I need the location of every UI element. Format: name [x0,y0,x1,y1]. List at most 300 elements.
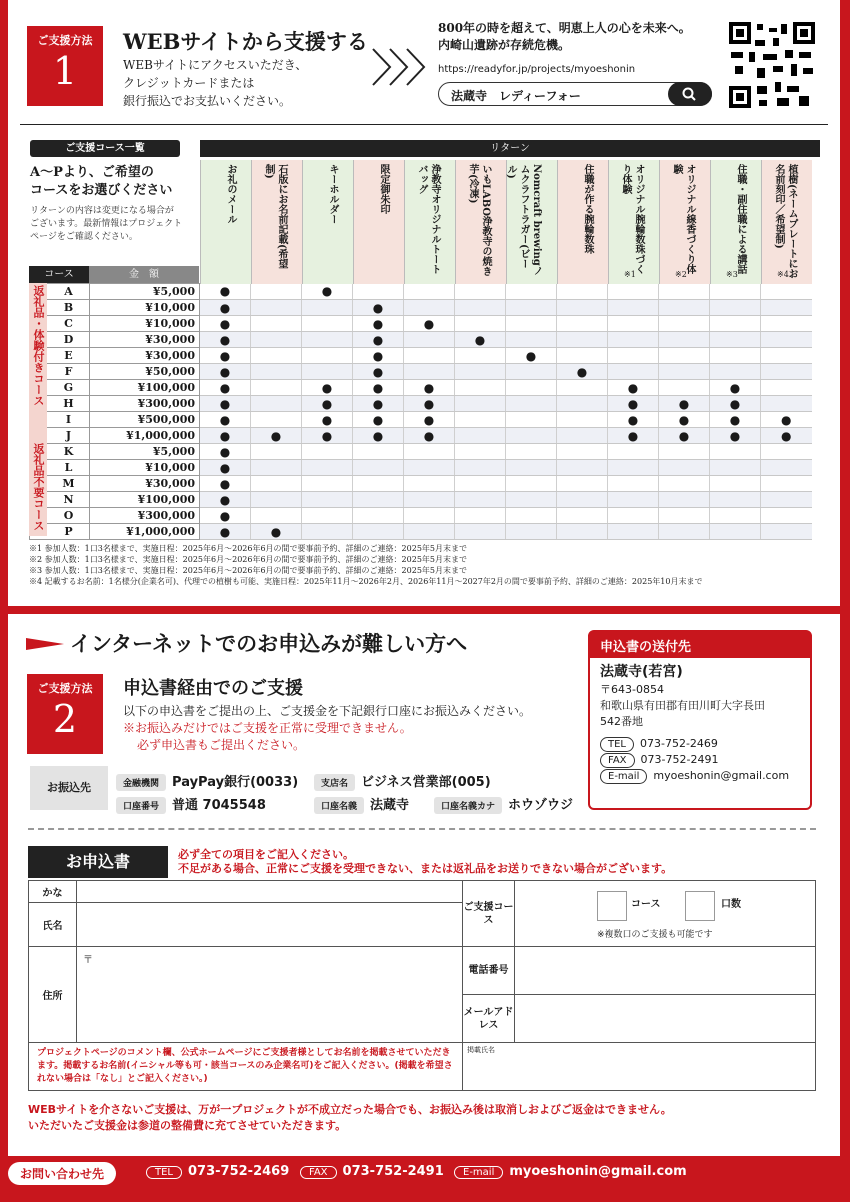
course-note: リターンの内容は変更になる場合が ございます。最新情報はプロジェクト ページをご確認ください。 [30,206,183,242]
course-price: ¥500,000 [90,412,200,428]
empty-cell [659,460,710,476]
included-dot: ● [200,396,251,412]
table-row[interactable] [30,380,812,396]
empty-cell [608,444,659,460]
empty-cell [251,444,302,460]
empty-cell [302,492,353,508]
empty-cell [710,444,761,460]
empty-cell [455,476,506,492]
empty-cell [455,508,506,524]
refund-note: WEBサイトを介さないご支援は、万が一プロジェクトが不成立だった場合でも、お振込み後は取消しおよびご返金はできません。 いただいたご支援金は参道の整備費に充てさせていただきます。 [28,1103,672,1132]
included-dot: ● [710,380,761,396]
course-letter: O [30,508,90,524]
included-dot: ● [353,380,404,396]
empty-cell [761,316,812,332]
empty-cell [455,348,506,364]
arrow-right-icon [26,636,66,652]
included-dot: ● [200,492,251,508]
empty-cell [404,492,455,508]
course-price: ¥1,000,000 [90,524,200,540]
included-dot: ● [353,316,404,332]
included-dot: ● [608,428,659,444]
included-dot: ● [404,412,455,428]
empty-cell [761,492,812,508]
mail-label: メールアドレス [463,995,515,1043]
empty-cell [710,284,761,300]
table-row[interactable] [30,412,812,428]
return-column-header: 限定御朱印 [353,160,404,284]
course-price: ¥10,000 [90,316,200,332]
empty-cell [251,316,302,332]
empty-cell [608,492,659,508]
course-letter: A [30,284,90,300]
footnote: ※1 参加人数：1口3名様まで、実施日程：2025年6月〜2026年6月の間で要事前予約、詳細のご連絡：2025年5月末まで [29,544,467,553]
return-column-header: 石版にお名前記載(希望制) [251,160,302,284]
empty-cell [710,460,761,476]
course-letter: G [30,380,90,396]
empty-cell [251,460,302,476]
empty-cell [353,524,404,540]
empty-cell [506,380,557,396]
table-row[interactable] [30,284,812,300]
empty-cell [659,444,710,460]
included-dot: ● [710,412,761,428]
empty-cell [506,364,557,380]
empty-cell [455,316,506,332]
empty-cell [761,396,812,412]
empty-cell [455,300,506,316]
empty-cell [404,364,455,380]
included-dot: ● [200,444,251,460]
qr-code[interactable] [729,22,815,108]
empty-cell [761,444,812,460]
course-price: ¥50,000 [90,364,200,380]
empty-cell [659,284,710,300]
course-price: ¥10,000 [90,460,200,476]
send-to-name: 法蔵寺(若宮) [600,664,683,680]
included-dot: ● [200,316,251,332]
empty-cell [761,364,812,380]
empty-cell [506,524,557,540]
web-support-panel [8,0,840,606]
bank-label: お振込先 [30,766,108,810]
course-box[interactable] [597,891,627,921]
included-dot: ● [302,284,353,300]
included-dot: ● [200,508,251,524]
method-2-description: 以下の申込書をご提出の上、ご支援金を下記銀行口座にお振込みください。 ※お振込みだけではご支援を正常に受理できません。 必ず申込書もご提出ください。 [123,704,532,752]
send-to-header: 申込書の送付先 [590,632,810,658]
included-dot: ● [608,396,659,412]
included-dot: ● [353,412,404,428]
empty-cell [455,460,506,476]
mail-field[interactable] [515,995,816,1043]
empty-cell [659,300,710,316]
send-to-address1: 和歌山県有田郡有田川町大字長田 [600,699,765,712]
publish-name-field[interactable]: 掲載氏名 [463,1043,816,1091]
empty-cell [710,332,761,348]
course-letter: I [30,412,90,428]
empty-cell [302,460,353,476]
table-row[interactable] [30,300,812,316]
name-label: 氏名 [29,903,77,947]
empty-cell [557,460,608,476]
empty-cell [251,412,302,428]
method-2-title: 申込書経由でのご支援 [123,678,303,699]
table-row[interactable] [30,492,812,508]
included-dot: ● [200,380,251,396]
table-row[interactable] [30,428,812,444]
course-price: ¥30,000 [90,332,200,348]
included-dot: ● [455,332,506,348]
empty-cell [710,316,761,332]
column-note-mark: ※1 [624,270,636,279]
empty-cell [506,428,557,444]
included-dot: ● [404,428,455,444]
empty-cell [557,300,608,316]
course-price: ¥300,000 [90,396,200,412]
empty-cell [659,524,710,540]
empty-cell [353,284,404,300]
course-price: ¥5,000 [90,444,200,460]
course-letter: H [30,396,90,412]
return-column-header: お礼のメール [200,160,251,284]
course-letter: M [30,476,90,492]
course-letter: K [30,444,90,460]
empty-cell [710,508,761,524]
units-box[interactable] [685,891,715,921]
chevrons-right-icon [370,44,428,90]
return-column-header: 浄教寺オリジナルトートバッグ [404,160,455,284]
price-column-header: 金 額 [89,266,199,283]
course-heading: A〜Pより、ご希望の コースをお選びください [30,165,173,198]
publish-note: プロジェクトページのコメント欄、公式ホームページにご支援者様としてお名前を掲載させていただきます。掲載するお名前(イニシャル等も可・該当コースのみ企業名可)をご記入ください。(掲載を希望されない場合は「なし」とご記入ください。) [29,1043,463,1091]
empty-cell [251,476,302,492]
course-price: ¥5,000 [90,284,200,300]
table-row[interactable] [30,524,812,540]
empty-cell [302,508,353,524]
empty-cell [557,476,608,492]
course-price: ¥10,000 [90,300,200,316]
empty-cell [557,348,608,364]
included-dot: ● [710,428,761,444]
empty-cell [455,428,506,444]
cut-line [28,828,816,830]
empty-cell [251,380,302,396]
empty-cell [404,476,455,492]
included-dot: ● [200,348,251,364]
empty-cell [506,396,557,412]
included-dot: ● [353,364,404,380]
project-url[interactable]: https://readyfor.jp/projects/myoeshonin [438,64,636,75]
empty-cell [455,524,506,540]
course-column-header: コース [29,266,89,283]
empty-cell [710,348,761,364]
empty-cell [353,476,404,492]
empty-cell [761,524,812,540]
empty-cell [557,332,608,348]
empty-cell [455,364,506,380]
send-to-fax: FAX 073-752-2491 [600,752,800,768]
included-dot: ● [659,396,710,412]
included-dot: ● [404,316,455,332]
empty-cell [404,284,455,300]
empty-cell [455,412,506,428]
search-icon [668,82,712,106]
bank-branch: 支店名 ビジネス営業部(005) [314,771,491,791]
empty-cell [608,476,659,492]
contact-bar [0,1160,850,1190]
included-dot: ● [251,428,302,444]
empty-cell [557,492,608,508]
tagline: 800年の時を超えて、明恵上人の心を未来へ。 内崎山遺跡が存続危機。 [438,21,691,52]
returns-header: リターン [200,140,820,157]
empty-cell [302,524,353,540]
included-dot: ● [608,412,659,428]
form-notice: 必ず全ての項目をご記入ください。 不足がある場合、正常にご支援を受理できない、または返礼品をお送りできない場合がございます。 [178,848,673,875]
footnote: ※4 記載するお名前：1名様分(企業名可)、代理での植樹も可能、実施日程：2025年11月〜2026年2月、2026年11月〜2027年2月の間で要事前予約、詳細のご連絡：2025年10月末まで [29,577,703,586]
search-box[interactable] [438,82,712,106]
empty-cell [506,284,557,300]
empty-cell [302,444,353,460]
included-dot: ● [659,412,710,428]
included-dot: ● [761,412,812,428]
course-letter: P [30,524,90,540]
course-letter: N [30,492,90,508]
empty-cell [455,284,506,300]
course-field[interactable]: コース 口数 ※複数口のご支援も可能です [515,881,816,947]
empty-cell [404,524,455,540]
empty-cell [557,508,608,524]
course-price: ¥300,000 [90,508,200,524]
course-letter: C [30,316,90,332]
empty-cell [608,508,659,524]
empty-cell [761,284,812,300]
application-form [28,880,816,1091]
search-button[interactable] [668,82,712,106]
included-dot: ● [506,348,557,364]
included-dot: ● [659,428,710,444]
empty-cell [506,316,557,332]
contact-mail: E-mail myoeshonin@gmail.com [454,1164,687,1179]
empty-cell [404,332,455,348]
return-column-header: Nomcraft brewingノムクラフトラガー(ビール) [506,160,557,284]
included-dot: ● [200,412,251,428]
empty-cell [659,476,710,492]
empty-cell [251,300,302,316]
kana-field[interactable] [77,881,463,903]
account-number: 口座番号 普通 7045548 [116,794,266,814]
empty-cell [455,492,506,508]
included-dot: ● [353,396,404,412]
name-field[interactable] [77,903,463,947]
empty-cell [557,444,608,460]
course-letter: J [30,428,90,444]
empty-cell [557,284,608,300]
empty-cell [506,476,557,492]
empty-cell [710,492,761,508]
column-note-mark: ※4 [777,270,789,279]
empty-cell [506,412,557,428]
table-row[interactable] [30,332,812,348]
included-dot: ● [200,460,251,476]
included-dot: ● [353,428,404,444]
included-dot: ● [761,428,812,444]
table-row[interactable] [30,316,812,332]
included-dot: ● [404,396,455,412]
empty-cell [404,444,455,460]
empty-cell [710,524,761,540]
empty-cell [608,284,659,300]
included-dot: ● [608,380,659,396]
empty-cell [251,508,302,524]
send-to-tel: TEL 073-752-2469 [600,736,800,752]
empty-cell [404,460,455,476]
section-title: インターネットでのお申込みが難しい方へ [70,631,468,656]
empty-cell [557,524,608,540]
send-to-zip: 〒643-0854 [600,683,664,696]
course-letter: D [30,332,90,348]
method-1-badge: ご支援方法 1 [27,26,103,106]
empty-cell [506,508,557,524]
empty-cell [404,348,455,364]
empty-cell [557,396,608,412]
phone-field[interactable] [515,947,816,995]
search-text: 法蔵寺 レディーフォー [451,89,581,103]
empty-cell [506,444,557,460]
return-column-header: 植樹(ネームプレートにお名前刻印／希望制) ※4 [761,160,812,284]
course-label: ご支援コース [463,881,515,947]
return-column-header: オリジナル線香づくり体験 ※2 [659,160,710,284]
empty-cell [710,300,761,316]
send-to-mail: E-mail myoeshonin@gmail.com [600,768,800,784]
included-dot: ● [200,364,251,380]
course-price: ¥100,000 [90,380,200,396]
contact-fax: FAX 073-752-2491 [300,1164,444,1179]
table-row[interactable] [30,476,812,492]
course-letter: L [30,460,90,476]
included-dot: ● [200,332,251,348]
empty-cell [302,332,353,348]
empty-cell [353,508,404,524]
empty-cell [608,524,659,540]
empty-cell [251,348,302,364]
empty-cell [506,300,557,316]
empty-cell [608,300,659,316]
empty-cell [353,444,404,460]
included-dot: ● [353,332,404,348]
footnote: ※3 参加人数：1口3名様まで、実施日程：2025年6月〜2026年6月の間で要事前予約、詳細のご連絡：2025年5月末まで [29,566,467,575]
empty-cell [455,396,506,412]
course-price: ¥100,000 [90,492,200,508]
form-title: お申込書 [28,846,168,878]
course-letter: B [30,300,90,316]
included-dot: ● [710,396,761,412]
empty-cell [404,300,455,316]
empty-cell [608,348,659,364]
empty-cell [251,364,302,380]
included-dot: ● [200,428,251,444]
empty-cell [659,348,710,364]
empty-cell [353,460,404,476]
divider [20,124,828,125]
return-column-header: キーホルダー [302,160,353,284]
empty-cell [608,316,659,332]
table-row[interactable] [30,348,812,364]
course-list-tab: ご支援コース一覧 [30,140,180,157]
address-field[interactable]: 〒 [77,947,463,1043]
included-dot: ● [200,476,251,492]
send-to-address2: 542番地 [600,715,643,728]
empty-cell [761,348,812,364]
empty-cell [302,300,353,316]
included-dot: ● [200,300,251,316]
account-kana: 口座名義カナ ホウゾウジ [434,794,573,814]
contact-tel: TEL 073-752-2469 [146,1164,289,1179]
empty-cell [761,476,812,492]
return-column-header: いもLABO浄教寺の焼き芋(冷凍) [455,160,506,284]
empty-cell [557,428,608,444]
group-with-gifts: 返礼品・体験付きコース [29,283,47,441]
empty-cell [353,492,404,508]
empty-cell [761,508,812,524]
table-row[interactable] [30,508,812,524]
included-dot: ● [353,348,404,364]
empty-cell [659,492,710,508]
empty-cell [251,492,302,508]
empty-cell [710,476,761,492]
footnote: ※2 参加人数：1口3名様まで、実施日程：2025年6月〜2026年6月の間で要事前予約、詳細のご連絡：2025年5月末まで [29,555,467,564]
table-row[interactable] [30,396,812,412]
empty-cell [608,460,659,476]
address-label: 住所 [29,947,77,1043]
included-dot: ● [251,524,302,540]
empty-cell [302,364,353,380]
empty-cell [761,300,812,316]
empty-cell [659,364,710,380]
included-dot: ● [353,300,404,316]
table-row[interactable] [30,444,812,460]
empty-cell [659,332,710,348]
kana-label: かな [29,881,77,903]
return-column-header: 住職・副住職による講話 ※3 [710,160,761,284]
table-row[interactable] [30,364,812,380]
empty-cell [455,444,506,460]
qr-code-icon [729,22,815,108]
empty-cell [506,332,557,348]
empty-cell [608,332,659,348]
course-price: ¥30,000 [90,476,200,492]
empty-cell [302,316,353,332]
empty-cell [659,508,710,524]
column-note-mark: ※3 [726,270,738,279]
contact-label: お問い合わせ先 [8,1162,116,1185]
empty-cell [251,396,302,412]
table-row[interactable] [30,460,812,476]
course-letter: F [30,364,90,380]
empty-cell [302,476,353,492]
included-dot: ● [302,412,353,428]
empty-cell [557,316,608,332]
empty-cell [761,332,812,348]
empty-cell [506,492,557,508]
empty-cell [761,460,812,476]
send-to-box [588,630,812,810]
empty-cell [659,316,710,332]
included-dot: ● [200,284,251,300]
account-name: 口座名義 法蔵寺 [314,794,409,814]
included-dot: ● [302,428,353,444]
empty-cell [761,380,812,396]
